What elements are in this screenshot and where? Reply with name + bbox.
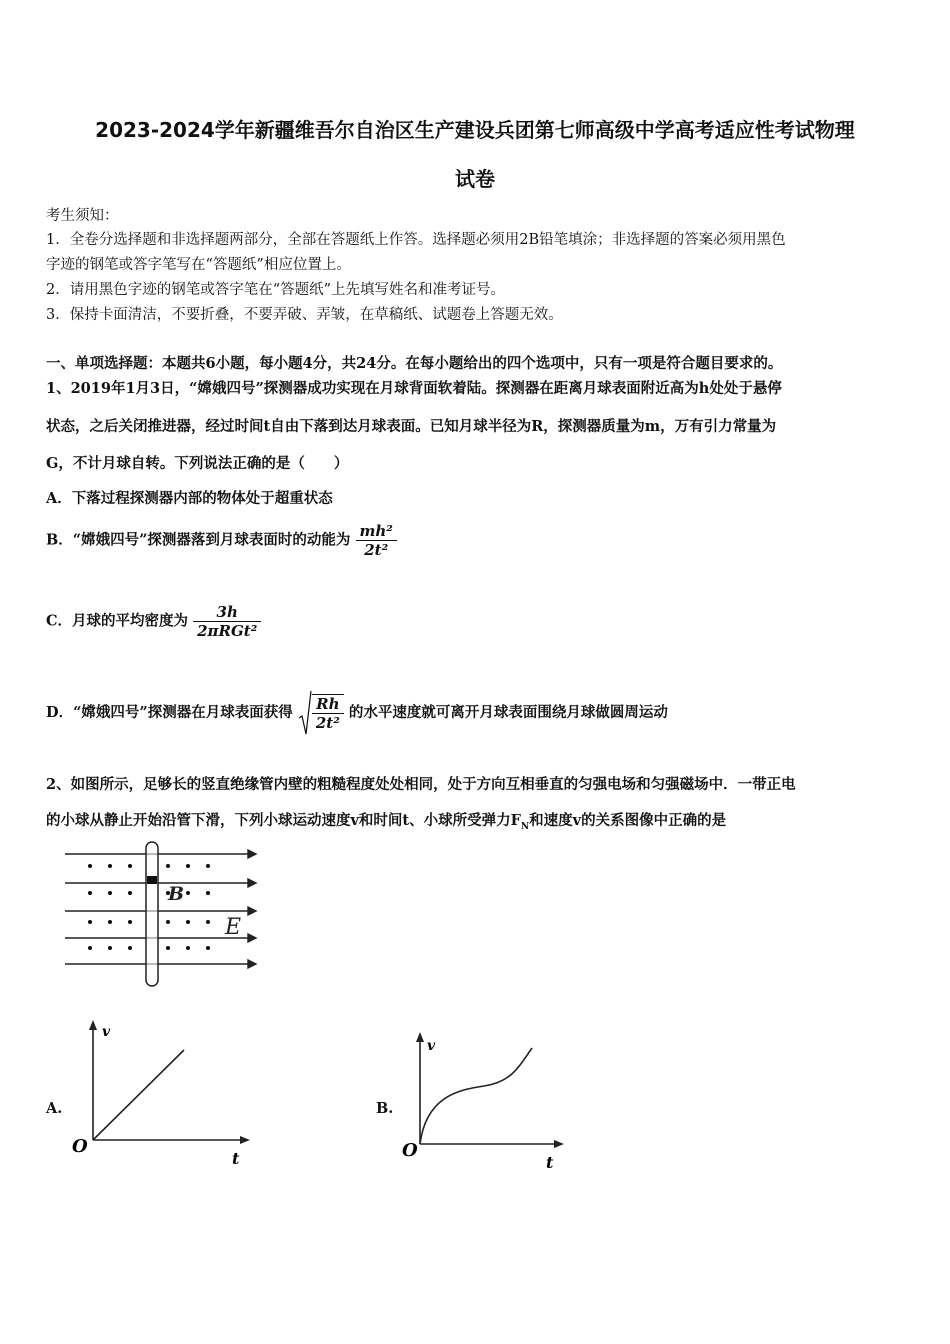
notice-item-2: 2．请用黑色字迹的钢笔或答字笔在“答题纸”上先填写姓名和准考证号。 [46,282,506,298]
q1-stem-line2: 状态，之后关闭推进器，经过时间t自由下落到达月球表面。已知月球半径为R，探测器质量为m，万有引力常量为 [46,418,777,435]
q1-option-b-denominator: 2t² [364,541,389,559]
graph-b [396,1028,576,1173]
q1-option-c [46,603,261,640]
q2-fn-subscript: N [520,821,530,832]
graph-a [66,1018,256,1173]
graph-b-origin: O [402,1140,418,1161]
q2-stem-line1: 2、如图所示，足够长的竖直绝缘管内壁的粗糙程度处处相同，处于方向互相垂直的匀强电场和匀强磁场中．一带正电 [46,776,796,793]
q1-option-b-numerator: mh² [356,522,397,541]
q1-option-c-text: C．月球的平均密度为 [46,612,189,630]
q2-stem-line2-text: 的小球从静止开始沿管下滑，下列小球运动速度v和时间t、小球所受弹力F [46,812,521,829]
exam-title-line1: 2023-2024学年新疆维吾尔自治区生产建设兵团第七师高级中学高考适应性考试物理 [95,118,855,142]
q2-stem-line2-tail: 和速度v的关系图像中正确的是 [529,812,727,829]
q1-stem-line3: G，不计月球自转。下列说法正确的是（ ） [46,455,349,472]
charged-ball [147,876,157,884]
q1-option-c-denominator: 2πRGt² [197,622,258,640]
graph-a-origin: O [72,1136,88,1157]
q1-option-a: A．下落过程探测器内部的物体处于超重状态 [46,490,333,507]
q1-option-b-text: B．“嫦娥四号”探测器落到月球表面时的动能为 [46,531,351,549]
b-field-label: B [168,883,185,905]
section-heading: 一、单项选择题：本题共6小题，每小题4分，共24分。在每小题给出的四个选项中，只有一项是符合题目要求的。 [46,355,783,372]
graph-a-x-label: t [232,1149,240,1168]
e-field-label: E [225,915,242,940]
q2-stem-line2 [46,809,726,832]
notice-item-1b: 字迹的钢笔或答字笔写在“答题纸”相应位置上。 [46,257,351,273]
notice-item-3: 3．保持卡面清洁，不要折叠，不要弄破、弄皱，在草稿纸、试题卷上答题无效。 [46,307,563,323]
insulating-tube [146,842,158,986]
q1-option-d-numerator: Rh [312,695,344,714]
q1-option-d-denominator: 2t² [315,714,340,732]
graph-b-curve [420,1048,532,1144]
notice-heading: 考生须知： [46,208,119,224]
q1-option-d-tail: 的水平速度就可离开月球表面围绕月球做圆周运动 [348,704,668,721]
q1-option-c-numerator: 3h [193,603,261,622]
exam-title-line2: 试卷 [455,167,495,191]
graph-b-y-label: v [427,1038,436,1054]
graph-a-curve [93,1050,184,1140]
q1-option-b-fraction [356,522,397,559]
graph-a-label[interactable]: A. [46,1100,63,1117]
q1-option-d-sqrt [298,690,344,736]
q1-option-b [46,522,397,559]
q1-option-d-fraction [312,694,344,732]
graph-a-y-label: v [102,1024,111,1040]
q1-stem-line1: 1、2019年1月3日，“嫦娥四号”探测器成功实现在月球背面软着陆。探测器在距离月球表面附近高为h处处于悬停 [46,380,782,397]
q1-option-d [46,690,668,736]
graph-b-x-label: t [546,1153,554,1172]
q1-option-c-fraction [193,603,261,640]
radical-sign-icon [298,690,312,736]
graph-b-label[interactable]: B. [376,1100,394,1117]
field-diagram [60,838,260,998]
notice-item-1a: 1．全卷分选择题和非选择题两部分，全部在答题纸上作答。选择题必须用2B铅笔填涂；非选择题的答案必须用黑色 [46,232,786,248]
q1-option-d-text: D．“嫦娥四号”探测器在月球表面获得 [46,704,293,721]
